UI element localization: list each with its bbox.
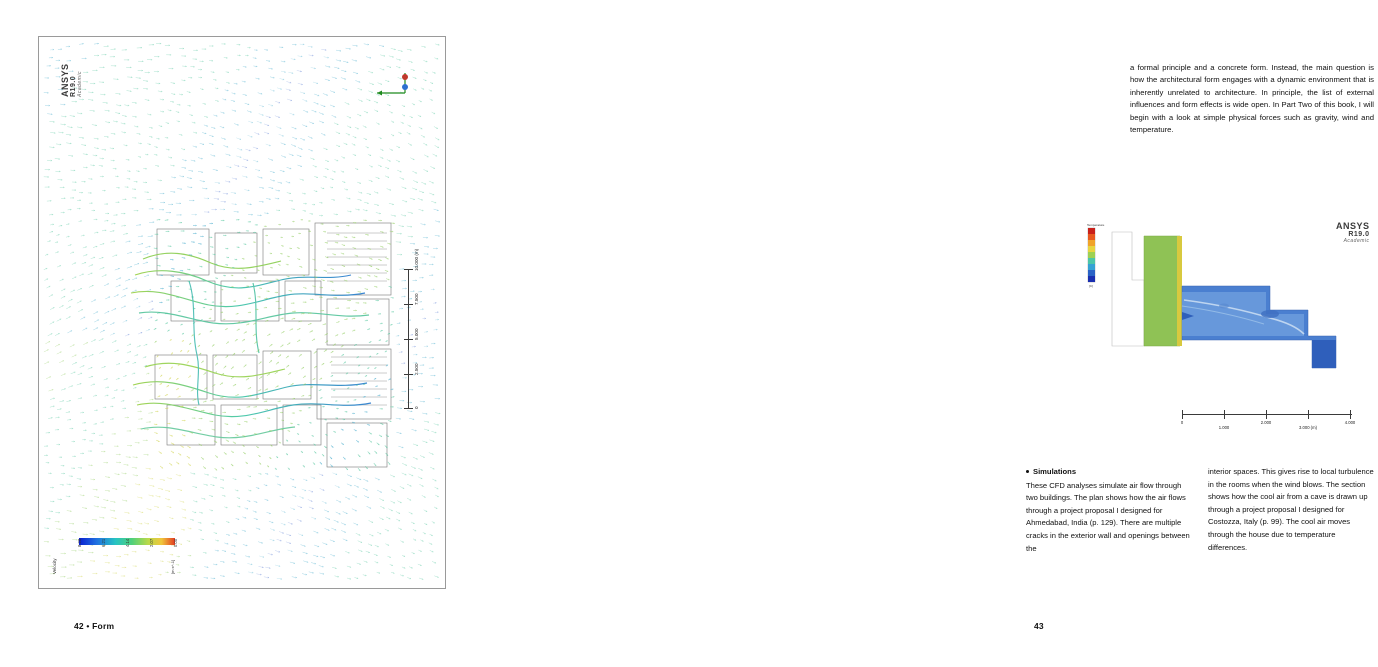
svg-text:[C]: [C]: [1089, 284, 1093, 288]
caption-block: [1026, 466, 1374, 555]
ansys-logo-line2: R19.0: [70, 75, 78, 97]
ansys-logo-section-line3: Academic: [1343, 237, 1370, 244]
section-scale-label-4: 3.000 (m): [1299, 425, 1317, 430]
velocity-tick-3: 2.07: [149, 538, 154, 547]
velocity-tick-2: 4.14: [125, 538, 130, 547]
plan-scale-label-1: 2.500: [414, 363, 419, 375]
section-cfd-figure: [1074, 218, 1378, 428]
folio-right: 43: [1034, 621, 1044, 631]
right-page: [480, 0, 1374, 667]
plan-scale-label-0: 0: [414, 406, 419, 409]
plan-scale-label-2: 5.000: [414, 328, 419, 340]
section-scale-label-3: 1.000: [1218, 425, 1230, 430]
caption-title-text: Simulations: [1033, 467, 1077, 476]
section-temperature-plot: [1074, 218, 1378, 414]
svg-text:Temperature: Temperature: [1087, 223, 1105, 227]
plan-vector-field: [39, 37, 443, 586]
ansys-logo-section-line2: R19.0: [1348, 231, 1370, 239]
bullet-icon: [1026, 470, 1029, 473]
velocity-legend-unit: [m s^-1]: [170, 559, 175, 574]
caption-text-1: These CFD analyses simulate air flow through two buildings. The plan shows how the air flows through a project proposal I designed for Ahmedabad, India (p. 129). There are multiple cracks in the exterior wall and openings between the: [1026, 480, 1190, 553]
caption-column-1: [1026, 466, 1192, 555]
caption-text-2: interior spaces. This gives rise to local turbulence in the rooms when the wind blows. The section shows how the cool air from a cave is drawn up through a project proposal I designed for Costozza, Italy (p. 99). The cool air moves through the house due to temperature differences.: [1208, 467, 1374, 552]
velocity-legend-title: Velocity: [52, 558, 57, 574]
velocity-tick-4: 0.00: [173, 538, 178, 547]
plan-cfd-figure: [38, 36, 446, 589]
velocity-tick-1: 6.21: [101, 538, 106, 547]
velocity-tick-labels: [73, 538, 183, 559]
section-scale-label-1: 2.000: [1260, 420, 1272, 425]
ansys-logo-section: [1336, 222, 1370, 244]
plan-scale-label-4: 10.000 (m): [414, 248, 419, 271]
caption-title: [1026, 466, 1192, 479]
ansys-logo-section-line1: ANSYS: [1336, 221, 1370, 231]
ansys-logo-line1: ANSYS: [60, 63, 70, 97]
axis-triad-icon: [371, 67, 423, 111]
velocity-legend: [53, 532, 181, 576]
caption-column-2: [1208, 466, 1374, 555]
section-scale-label-2: 4.000: [1344, 420, 1356, 425]
section-scale-bar: [1180, 410, 1356, 430]
folio-left: 42 • Form: [74, 621, 115, 631]
ansys-logo-plan: [61, 63, 83, 97]
temperature-colorbar: [1087, 223, 1105, 288]
plan-scale-bar: [395, 248, 421, 409]
velocity-tick-0: 8.28: [77, 538, 82, 547]
body-paragraph: a formal principle and a concrete form. Instead, the main question is how the architectural form engages with a dynamic environment that is inherently unrelated to architecture. In principle, the list of external influences and form effects is wide open. In Part Two of this book, I will begin with a look at simple physical forces such as gravity, wind and temperature.: [1130, 63, 1374, 135]
plan-scale-label-3: 7.500: [414, 293, 419, 305]
left-page: [0, 0, 480, 667]
ansys-logo-line3: Academic: [76, 71, 83, 97]
section-scale-label-0: 0: [1180, 420, 1184, 425]
